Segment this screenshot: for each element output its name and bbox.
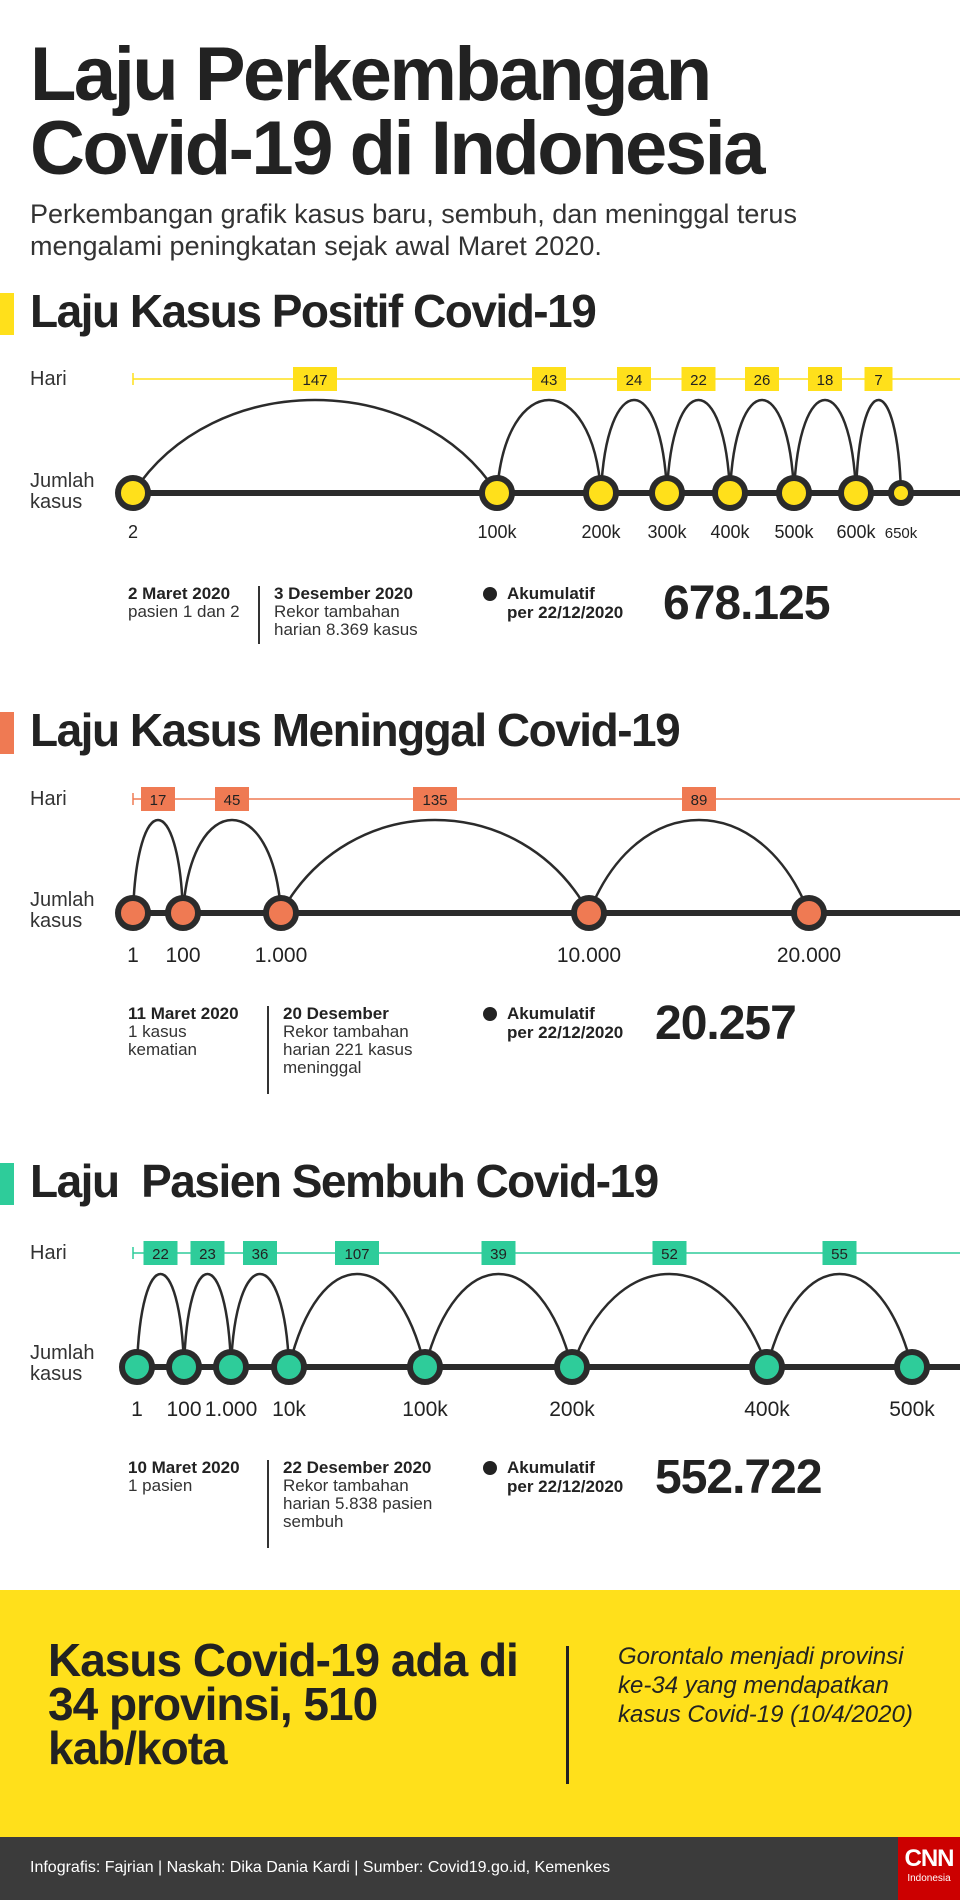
positive-cases-label: Jumlah kasus [30,470,95,513]
milestone-label: 100 [165,944,201,967]
day-count-label: 43 [540,372,558,389]
death-record-date: 20 Desember [283,1004,389,1023]
day-count-label: 135 [422,792,448,809]
positive-accum-label: Akumulatif per 22/12/2020 [507,584,624,622]
banner-note: Gorontalo menjadi provinsi ke-34 yang mendapatkan kasus Covid-19 (10/4/2020) [618,1643,913,1728]
death-first-desc: 1 kasus kematian [128,1022,197,1059]
milestone-label: 400k [744,1398,790,1421]
milestone-label: 600k [836,522,876,542]
day-count-label: 52 [661,1246,678,1263]
positive-info-divider [258,586,260,644]
recovered-info-divider [267,1460,269,1548]
interval-arc [133,400,497,493]
recovered-cases-label: Jumlah kasus [30,1342,95,1385]
day-count-label: 22 [152,1246,169,1263]
milestone-label: 1 [127,944,139,967]
day-count-label: 23 [199,1246,216,1263]
recovered-first-date: 10 Maret 2020 [128,1458,240,1477]
page-subtitle: Perkembangan grafik kasus baru, sembuh, dan meninggal terus mengalami peningkatan sejak awal Maret 2020. [30,199,797,261]
milestone-node [168,898,198,928]
interval-arc [767,1274,912,1367]
recovered-timeline-chart [0,1234,960,1424]
milestone-label: 100 [166,1398,202,1421]
day-count-label: 147 [302,372,328,389]
positive-section-title: Laju Kasus Positif Covid-19 [30,285,596,337]
milestone-node [118,478,148,508]
milestone-node [652,478,682,508]
recovered-accum-label: Akumulatif per 22/12/2020 [507,1458,624,1496]
death-accum-label: Akumulatif per 22/12/2020 [507,1004,624,1042]
milestone-node [752,1352,782,1382]
summary-banner [0,1590,960,1837]
positive-timeline-chart [0,360,960,550]
recovered-record-desc: Rekor tambahan harian 5.838 pasien sembuh [283,1476,433,1531]
death-section-accent [0,712,14,754]
interval-arc [497,400,601,493]
page-title [30,32,763,191]
milestone-node [715,478,745,508]
milestone-label: 300k [647,522,687,542]
death-first-date: 11 Maret 2020 [128,1004,239,1023]
death-timeline-chart [0,780,960,970]
cnn-indonesia-logo: CNN Indonesia [898,1837,960,1900]
milestone-node [841,478,871,508]
positive-section-accent [0,293,14,335]
milestone-label: 100k [402,1398,448,1421]
recovered-section-title: Laju Pasien Sembuh Covid-19 [30,1155,658,1207]
milestone-node [891,483,911,503]
day-count-label: 7 [874,372,883,389]
milestone-label: 200k [549,1398,595,1421]
milestone-node [779,478,809,508]
day-count-label: 36 [251,1246,269,1263]
positive-days-label: Hari [30,368,67,390]
interval-arc [183,820,281,913]
day-count-label: 22 [690,372,707,389]
day-count-label: 24 [625,372,643,389]
recovered-record-date: 22 Desember 2020 [283,1458,432,1477]
footer [0,1837,960,1900]
death-accum-dot [483,1007,497,1021]
recovered-accum-dot [483,1461,497,1475]
milestone-node [122,1352,152,1382]
positive-record-date: 3 Desember 2020 [274,584,413,603]
day-count-label: 17 [149,792,167,809]
banner-headline: Kasus Covid-19 ada di 34 provinsi, 510 kab/kota [48,1634,518,1774]
milestone-label: 400k [710,522,750,542]
interval-arc [289,1274,425,1367]
positive-first-date: 2 Maret 2020 [128,584,231,603]
day-count-label: 55 [831,1246,848,1263]
recovered-first-desc: 1 pasien [128,1476,193,1495]
recovered-section-accent [0,1163,14,1205]
milestone-node [586,478,616,508]
milestone-label: 2 [127,522,139,542]
recovered-accum-value: 552.722 [655,1451,822,1504]
day-count-label: 26 [753,372,771,389]
death-info-divider [267,1006,269,1094]
death-days-label: Hari [30,788,67,810]
milestone-label: 20.000 [776,944,842,967]
milestone-node [897,1352,927,1382]
death-accum-value: 20.257 [655,997,796,1050]
interval-arc [589,820,809,913]
milestone-node [410,1352,440,1382]
milestone-node [266,898,296,928]
interval-arc [572,1274,767,1367]
positive-record-desc: Rekor tambahan harian 8.369 kasus [274,602,418,639]
death-record-desc: Rekor tambahan harian 221 kasus meninggal [283,1022,413,1077]
day-count-label: 89 [690,792,708,809]
milestone-label: 200k [581,522,621,542]
milestone-node [274,1352,304,1382]
milestone-node [169,1352,199,1382]
positive-accum-value: 678.125 [663,577,830,630]
milestone-label: 500k [889,1398,935,1421]
day-count-label: 18 [816,372,834,389]
death-section-title: Laju Kasus Meninggal Covid-19 [30,704,680,756]
interval-arc [425,1274,572,1367]
death-cases-label: Jumlah kasus [30,889,95,932]
milestone-label: 500k [774,522,814,542]
milestone-label: 1.000 [204,1398,258,1421]
interval-arc [281,820,589,913]
day-count-label: 45 [223,792,241,809]
footer-credit: Infografis: Fajrian | Naskah: Dika Dania Kardi | Sumber: Covid19.go.id, Kemenkes [30,1859,611,1876]
milestone-label: 10k [272,1398,306,1421]
milestone-node [557,1352,587,1382]
title-line-2: Covid-19 di Indonesia [30,106,763,191]
banner-divider [566,1646,569,1784]
milestone-label: 650k [884,525,918,542]
milestone-label: 1.000 [254,944,308,967]
positive-first-desc: pasien 1 dan 2 [128,602,240,621]
milestone-node [118,898,148,928]
day-count-label: 39 [490,1246,507,1263]
title-line-1: Laju Perkembangan [30,32,710,117]
milestone-label: 1 [131,1398,143,1421]
milestone-label: 10.000 [556,944,622,967]
milestone-node [216,1352,246,1382]
positive-accum-dot [483,587,497,601]
day-count-label: 107 [344,1246,370,1263]
milestone-node [574,898,604,928]
milestone-label: 100k [477,522,517,542]
recovered-days-label: Hari [30,1242,67,1264]
milestone-node [794,898,824,928]
milestone-node [482,478,512,508]
